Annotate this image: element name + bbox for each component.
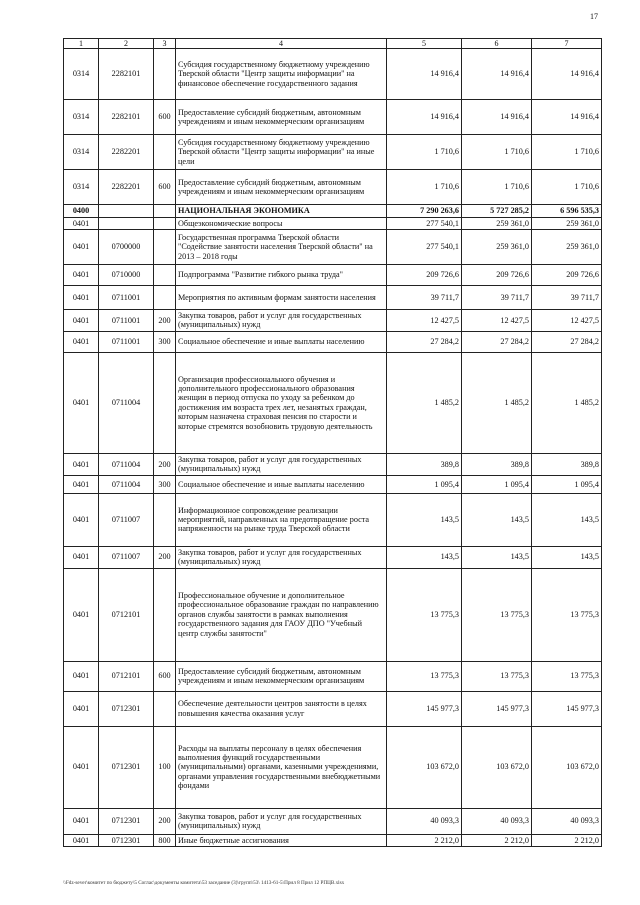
amount-col6-cell: 12 427,5 (462, 310, 532, 332)
table-row (64, 568, 602, 661)
table-row (64, 331, 602, 352)
description-cell: Обеспечение деятельности центров занятости в целях повышения качества оказания услуг (176, 691, 387, 726)
amount-col5-cell: 277 540,1 (387, 217, 462, 229)
section-code-cell: 0401 (64, 230, 99, 265)
target-code-cell: 2282101 (99, 49, 154, 100)
description-cell: Предоставление субсидий бюджетным, автономным учреждениям и иным некоммерческим организациям (176, 170, 387, 205)
header-row (64, 39, 602, 49)
description-cell: Субсидия государственному бюджетному учреждению Тверской области "Центр защиты информации" на финансовое обеспечение государственного задания (176, 49, 387, 100)
header-cell: 6 (462, 39, 532, 49)
target-code-cell: 0711001 (99, 331, 154, 352)
section-code-cell: 0401 (64, 217, 99, 229)
amount-col7-cell: 103 672,0 (532, 726, 602, 808)
expense-type-cell: 600 (154, 170, 176, 205)
amount-col6-cell: 14 916,4 (462, 100, 532, 135)
target-code-cell: 0700000 (99, 230, 154, 265)
table-row (64, 453, 602, 475)
amount-col6-cell: 40 093,3 (462, 808, 532, 834)
description-cell: Общеэкономические вопросы (176, 217, 387, 229)
expense-type-cell: 200 (154, 546, 176, 568)
target-code-cell: 0712301 (99, 691, 154, 726)
amount-col5-cell: 27 284,2 (387, 331, 462, 352)
expense-type-cell (154, 135, 176, 170)
amount-col5-cell: 1 710,6 (387, 170, 462, 205)
expense-type-cell (154, 265, 176, 286)
table-row (64, 230, 602, 265)
table-row (64, 310, 602, 332)
amount-col6-cell: 13 775,3 (462, 568, 532, 661)
amount-col5-cell: 40 093,3 (387, 808, 462, 834)
amount-col6-cell: 145 977,3 (462, 691, 532, 726)
description-cell: Социальное обеспечение и иные выплаты населению (176, 331, 387, 352)
amount-col5-cell: 143,5 (387, 546, 462, 568)
description-cell: НАЦИОНАЛЬНАЯ ЭКОНОМИКА (176, 205, 387, 217)
description-cell: Закупка товаров, работ и услуг для государственных (муниципальных) нужд (176, 453, 387, 475)
target-code-cell: 0711001 (99, 286, 154, 310)
amount-col6-cell: 39 711,7 (462, 286, 532, 310)
header-cell: 1 (64, 39, 99, 49)
section-code-cell: 0314 (64, 135, 99, 170)
table-row (64, 834, 602, 846)
amount-col6-cell: 5 727 285,2 (462, 205, 532, 217)
section-code-cell: 0401 (64, 726, 99, 808)
amount-col6-cell: 1 710,6 (462, 170, 532, 205)
amount-col5-cell: 277 540,1 (387, 230, 462, 265)
amount-col7-cell: 143,5 (532, 493, 602, 546)
table-row (64, 726, 602, 808)
target-code-cell: 0710000 (99, 265, 154, 286)
table-row (64, 135, 602, 170)
section-code-cell: 0401 (64, 475, 99, 493)
expense-type-cell: 300 (154, 331, 176, 352)
expense-type-cell: 300 (154, 475, 176, 493)
expense-type-cell: 600 (154, 100, 176, 135)
target-code-cell: 0712301 (99, 808, 154, 834)
table-row (64, 100, 602, 135)
table-row (64, 205, 602, 217)
description-cell: Предоставление субсидий бюджетным, автономным учреждениям и иным некоммерческим организациям (176, 661, 387, 691)
amount-col5-cell: 1 485,2 (387, 352, 462, 453)
table-row (64, 286, 602, 310)
amount-col7-cell: 14 916,4 (532, 100, 602, 135)
description-cell: Социальное обеспечение и иные выплаты населению (176, 475, 387, 493)
amount-col7-cell: 2 212,0 (532, 834, 602, 846)
section-code-cell: 0401 (64, 265, 99, 286)
description-cell: Закупка товаров, работ и услуг для государственных (муниципальных) нужд (176, 546, 387, 568)
amount-col5-cell: 2 212,0 (387, 834, 462, 846)
section-code-cell: 0401 (64, 834, 99, 846)
header-cell: 4 (176, 39, 387, 49)
target-code-cell: 2282201 (99, 170, 154, 205)
expense-type-cell: 200 (154, 453, 176, 475)
amount-col6-cell: 209 726,6 (462, 265, 532, 286)
amount-col7-cell: 13 775,3 (532, 568, 602, 661)
amount-col6-cell: 14 916,4 (462, 49, 532, 100)
amount-col5-cell: 1 710,6 (387, 135, 462, 170)
table-row (64, 546, 602, 568)
section-code-cell: 0314 (64, 49, 99, 100)
target-code-cell: 0711004 (99, 352, 154, 453)
expense-type-cell (154, 691, 176, 726)
description-cell: Закупка товаров, работ и услуг для государственных (муниципальных) нужд (176, 808, 387, 834)
section-code-cell: 0401 (64, 331, 99, 352)
amount-col7-cell: 1 710,6 (532, 135, 602, 170)
table-row (64, 170, 602, 205)
amount-col7-cell: 39 711,7 (532, 286, 602, 310)
amount-col5-cell: 145 977,3 (387, 691, 462, 726)
expense-type-cell: 200 (154, 808, 176, 834)
amount-col5-cell: 7 290 263,6 (387, 205, 462, 217)
description-cell: Государственная программа Тверской области "Содействие занятости населения Тверской области" на 2013 – 2018 годы (176, 230, 387, 265)
amount-col6-cell: 103 672,0 (462, 726, 532, 808)
page-number: 17 (590, 12, 598, 21)
target-code-cell: 0712101 (99, 568, 154, 661)
amount-col7-cell: 40 093,3 (532, 808, 602, 834)
amount-col5-cell: 12 427,5 (387, 310, 462, 332)
target-code-cell: 0712301 (99, 726, 154, 808)
header-cell: 7 (532, 39, 602, 49)
expense-type-cell (154, 568, 176, 661)
expense-type-cell (154, 493, 176, 546)
amount-col6-cell: 143,5 (462, 493, 532, 546)
amount-col7-cell: 12 427,5 (532, 310, 602, 332)
amount-col7-cell: 1 485,2 (532, 352, 602, 453)
table-row (64, 265, 602, 286)
amount-col7-cell: 145 977,3 (532, 691, 602, 726)
amount-col6-cell: 259 361,0 (462, 217, 532, 229)
target-code-cell: 0711004 (99, 453, 154, 475)
amount-col6-cell: 1 710,6 (462, 135, 532, 170)
target-code-cell (99, 217, 154, 229)
expense-type-cell (154, 352, 176, 453)
expense-type-cell: 800 (154, 834, 176, 846)
amount-col7-cell: 13 775,3 (532, 661, 602, 691)
description-cell: Информационное сопровождение реализации мероприятий, направленных на предотвращение роста напряженности на рынке труда Тверской области (176, 493, 387, 546)
table-row (64, 691, 602, 726)
section-code-cell: 0401 (64, 661, 99, 691)
amount-col7-cell: 259 361,0 (532, 230, 602, 265)
amount-col7-cell: 209 726,6 (532, 265, 602, 286)
expense-type-cell: 200 (154, 310, 176, 332)
section-code-cell: 0401 (64, 546, 99, 568)
expense-type-cell (154, 217, 176, 229)
section-code-cell: 0401 (64, 453, 99, 475)
description-cell: Мероприятия по активным формам занятости населения (176, 286, 387, 310)
target-code-cell: 0711007 (99, 493, 154, 546)
table-row (64, 493, 602, 546)
target-code-cell: 2282101 (99, 100, 154, 135)
amount-col6-cell: 13 775,3 (462, 661, 532, 691)
amount-col7-cell: 143,5 (532, 546, 602, 568)
table-row (64, 352, 602, 453)
amount-col5-cell: 1 095,4 (387, 475, 462, 493)
header-cell: 3 (154, 39, 176, 49)
table-row (64, 217, 602, 229)
header-cell: 5 (387, 39, 462, 49)
description-cell: Расходы на выплаты персоналу в целях обеспечения выполнения функций государственными (муниципальными) органами, казенными учреждениями, органами управления государственными внебюджетными фондами (176, 726, 387, 808)
amount-col7-cell: 1 710,6 (532, 170, 602, 205)
section-code-cell: 0401 (64, 310, 99, 332)
amount-col5-cell: 103 672,0 (387, 726, 462, 808)
amount-col6-cell: 1 485,2 (462, 352, 532, 453)
table-row (64, 475, 602, 493)
amount-col6-cell: 1 095,4 (462, 475, 532, 493)
target-code-cell: 0711001 (99, 310, 154, 332)
amount-col7-cell: 14 916,4 (532, 49, 602, 100)
section-code-cell: 0401 (64, 352, 99, 453)
target-code-cell (99, 205, 154, 217)
amount-col5-cell: 143,5 (387, 493, 462, 546)
section-code-cell: 0314 (64, 170, 99, 205)
amount-col5-cell: 209 726,6 (387, 265, 462, 286)
amount-col5-cell: 14 916,4 (387, 100, 462, 135)
section-code-cell: 0401 (64, 808, 99, 834)
amount-col5-cell: 14 916,4 (387, 49, 462, 100)
expense-type-cell (154, 230, 176, 265)
table-row (64, 49, 602, 100)
amount-col6-cell: 389,8 (462, 453, 532, 475)
amount-col6-cell: 27 284,2 (462, 331, 532, 352)
amount-col6-cell: 143,5 (462, 546, 532, 568)
section-code-cell: 0400 (64, 205, 99, 217)
amount-col5-cell: 13 775,3 (387, 568, 462, 661)
table-row (64, 808, 602, 834)
amount-col6-cell: 2 212,0 (462, 834, 532, 846)
target-code-cell: 0712101 (99, 661, 154, 691)
amount-col7-cell: 27 284,2 (532, 331, 602, 352)
amount-col7-cell: 389,8 (532, 453, 602, 475)
section-code-cell: 0401 (64, 691, 99, 726)
table-row (64, 661, 602, 691)
expense-type-cell: 100 (154, 726, 176, 808)
expense-type-cell: 600 (154, 661, 176, 691)
amount-col6-cell: 259 361,0 (462, 230, 532, 265)
expense-type-cell (154, 205, 176, 217)
target-code-cell: 0711007 (99, 546, 154, 568)
amount-col7-cell: 1 095,4 (532, 475, 602, 493)
description-cell: Предоставление субсидий бюджетным, автономным учреждениям и иным некоммерческим организациям (176, 100, 387, 135)
section-code-cell: 0401 (64, 568, 99, 661)
description-cell: Закупка товаров, работ и услуг для государственных (муниципальных) нужд (176, 310, 387, 332)
amount-col5-cell: 389,8 (387, 453, 462, 475)
amount-col5-cell: 13 775,3 (387, 661, 462, 691)
description-cell: Профессиональное обучение и дополнительное профессиональное образование граждан по направлению органов службы занятости в рамках выполнения государственного задания для ГАОУ ДПО "Учебный центр службы занятости" (176, 568, 387, 661)
amount-col7-cell: 259 361,0 (532, 217, 602, 229)
expense-type-cell (154, 49, 176, 100)
header-cell: 2 (99, 39, 154, 49)
budget-table (63, 38, 602, 847)
target-code-cell: 2282201 (99, 135, 154, 170)
description-cell: Иные бюджетные ассигнования (176, 834, 387, 846)
description-cell: Субсидия государственному бюджетному учреждению Тверской области "Центр защиты информации" на иные цели (176, 135, 387, 170)
section-code-cell: 0401 (64, 286, 99, 310)
description-cell: Подпрограмма "Развитие гибкого рынка труда" (176, 265, 387, 286)
expense-type-cell (154, 286, 176, 310)
target-code-cell: 0712301 (99, 834, 154, 846)
section-code-cell: 0314 (64, 100, 99, 135)
section-code-cell: 0401 (64, 493, 99, 546)
amount-col5-cell: 39 711,7 (387, 286, 462, 310)
target-code-cell: 0711004 (99, 475, 154, 493)
description-cell: Организация профессионального обучения и дополнительного профессионального образования женщин в период отпуска по уходу за ребенком до достижения им возраста трех лет, незанятых граждан, которым назначена страховая пенсия по старости и которые стремятся возобновить трудовую деятельность (176, 352, 387, 453)
amount-col7-cell: 6 596 535,3 (532, 205, 602, 217)
file-path-footer: \\Fdz-sever\комитет по бюджету\5 Соглас\документы комитета\53 заседание (3)\групп\53\ 1413-61-5\Прил 8 Прил 12 РПЦВ.xlsx (63, 880, 345, 886)
